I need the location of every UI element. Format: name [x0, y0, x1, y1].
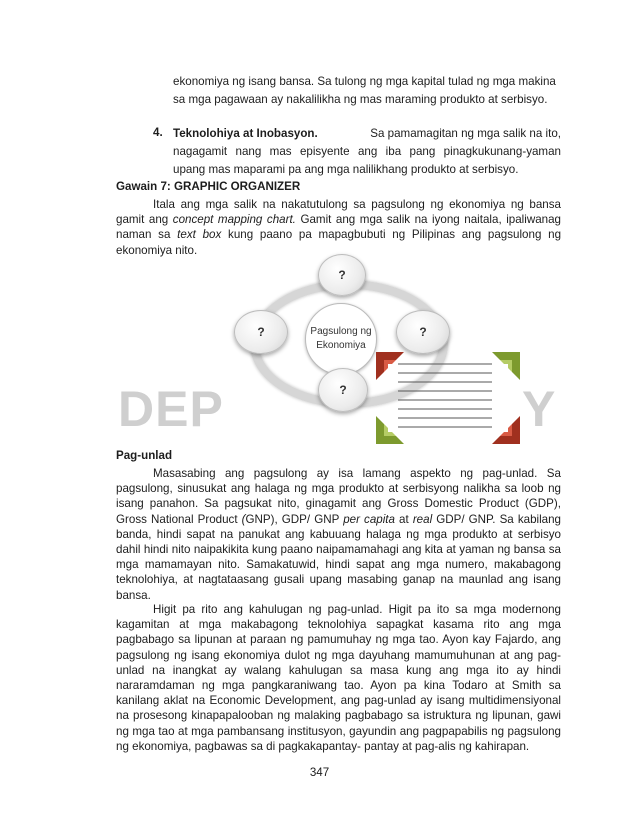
pagunlad-title: Pag-unlad	[116, 449, 173, 462]
concept-node-top: ?	[318, 254, 366, 296]
p1-em-percapita: per capita	[343, 512, 395, 526]
corner-bracket-bottom-right	[492, 416, 520, 444]
p1-text-d: GDP/ GNP. Sa kabilang banda, hindi sapat na panukat ang kabuuang halaga ng mga produkto at serbisyo dahil hindi nito naipakikita kung paano naipamamahagi ang kita at yaman ng bansa sa mga mamamayan nito. Samakatuwid, hindi sapat ang mga numero, makabagong teknolohiya, at nagtataasang gusali upang masabing ganap na maunlad ang isang bansa.	[116, 512, 562, 602]
item4-line2: nagagamit nang mas episyente ang iba pang pinagkukunang-yaman	[173, 145, 561, 158]
item3-line2: sa mga pagawaan ay nakalilikha ng mas maraming produkto at serbisyo.	[173, 93, 548, 106]
gawain-paragraph	[116, 197, 561, 258]
item4-line3: upang mas maparami pa ang mga nalilikhang produkto at serbisyo.	[173, 163, 519, 176]
gawain-text-b: Gamit ang mga salik na iyong naitala, ipaliwanag naman sa	[116, 213, 561, 242]
p1-em-paren: (	[241, 512, 246, 526]
gawain-em-concept: concept mapping chart.	[172, 213, 296, 227]
item4-line1	[173, 126, 561, 141]
item4-line1-rest: Sa pamamagitan ng mga salik na ito,	[370, 127, 561, 140]
gawain-text-a: Itala ang mga salik na nakatutulong sa pagsulong ng ekonomiya ng bansa gamit ang	[116, 198, 561, 227]
concept-node-right: ?	[396, 310, 450, 354]
gawain-em-textbox: text box	[177, 228, 222, 242]
gawain-title: Gawain 7: GRAPHIC ORGANIZER	[116, 180, 301, 193]
page-number: 347	[309, 766, 330, 779]
p1-text-a: Masasabing ang pagsulong ay isa lamang aspekto ng pag-unlad. Sa pagsulong, sinusukat ang halaga ng mga produkto at serbisyong nalikha sa loob ng isang panahon. Sa pagsukat nito, ginagamit ang Gross Domestic Product (GDP), Gross National Product	[116, 467, 561, 526]
watermark-left: DEP	[118, 381, 224, 437]
p1-em-real: real	[412, 512, 433, 526]
concept-map-center	[305, 303, 377, 375]
text-box-graphic	[374, 350, 522, 446]
center-label-line1: Pagsulong ng	[310, 326, 372, 337]
text-box-lines	[398, 364, 492, 427]
item4-term: Teknolohiya at Inobasyon.	[173, 127, 318, 140]
pagunlad-paragraph-2: Higit pa rito ang kahulugan ng pag-unlad. Higit pa ito sa mga modernong kagamitan at mga makabagong teknolohiya sapagkat kasama rito ang mga pagbabago sa lipunan at paraan ng pamumuhay ng mga tao. Ayon kay Fajardo, ang pagsulong ng isang ekonomiya dulot ng mga dayuhang mamumuhunan at ang pag-unlad na inangkat ay walang kahulugan sa masa kung ang mga ito ay hindi nararamdaman ng mga pangkaraniwang tao. Ayon pa kina Todaro at Smith sa kanilang aklat na Economic Development, ang pag-unlad ay isang multidimensiyonal na prosesong kinapapalooban ng malaking pagbabago sa istruktura ng lipunan, gawi ng mga tao at mga pambansang institusyon, gayundin ang pagpapabilis ng pagsulong ng ekonomiya, pagbawas sa di pagkakapantay- pantay at pag-alis ng kahirapan.	[116, 603, 561, 753]
p1-text-c: at	[394, 512, 413, 526]
concept-node-bottom: ?	[318, 368, 368, 412]
watermark-right: Y	[522, 381, 557, 437]
corner-bracket-bottom-left	[376, 416, 404, 444]
p1-text-b: GNP), GDP/ GNP	[245, 512, 344, 526]
item4-number: 4.	[153, 126, 163, 139]
pagunlad-paragraph-1	[116, 466, 561, 603]
gawain-text-c: kung paano pa mapagbubuti ng Pilipinas ang pagsulong ng ekonomiya nito.	[116, 228, 562, 257]
concept-node-left: ?	[234, 310, 288, 354]
center-label-line2: Ekonomiya	[316, 340, 366, 351]
corner-bracket-top-right	[492, 352, 520, 380]
corner-bracket-top-left	[376, 352, 404, 380]
item3-line1: ekonomiya ng isang bansa. Sa tulong ng mga kapital tulad ng mga makina	[173, 75, 556, 88]
